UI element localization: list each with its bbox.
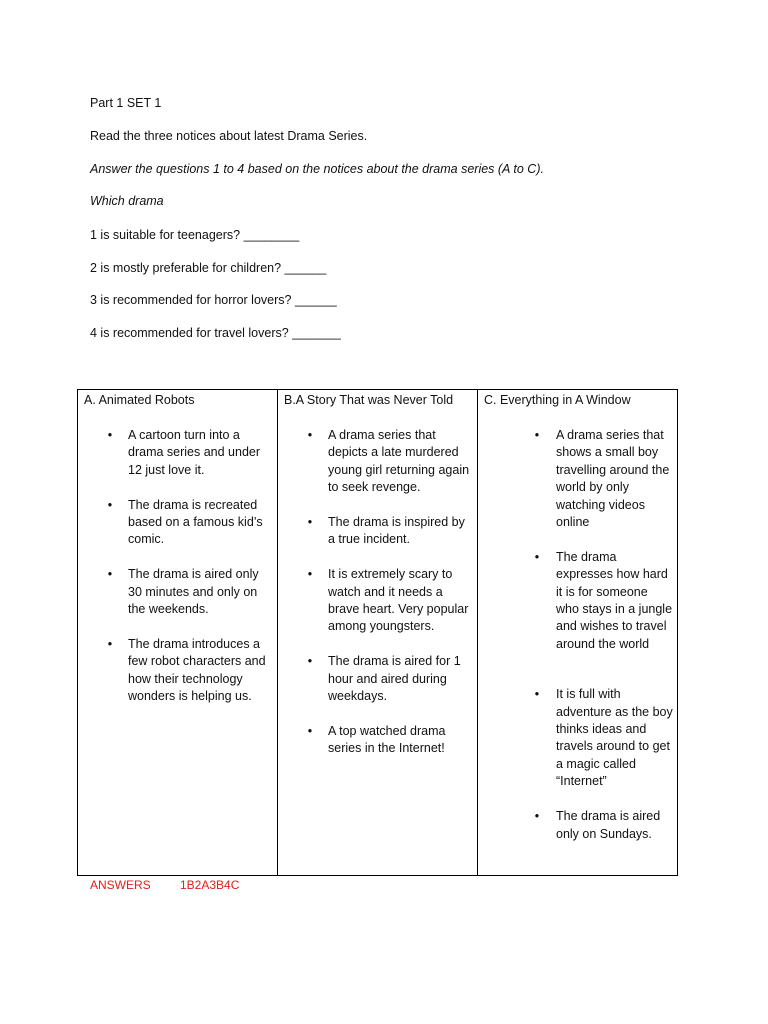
bullet-icon: • [534,809,540,824]
bullet-icon: • [107,636,113,651]
question-4: 4 is recommended for travel lovers? _______ [90,326,341,340]
list-item: • The drama is aired only on Sundays. [478,808,677,843]
notice-a-list [78,427,277,723]
answers-value: 1B2A3B4C [180,878,240,892]
list-item: • A top watched drama series in the Internet! [278,723,477,758]
notice-c [478,390,677,875]
notices-table [77,389,678,876]
bullet-icon: • [307,567,313,582]
bullet-icon: • [534,428,540,442]
question-2: 2 is mostly preferable for children? ______ [90,261,327,275]
notice-b [278,390,478,875]
notice-b-list [278,427,477,775]
list-item: • It is full with adventure as the boy thinks ideas and travels around to get a magic called “Internet” [478,686,677,790]
question-1: 1 is suitable for teenagers? ________ [90,228,300,242]
list-item: • The drama introduces a few robot characters and how their technology wonders is helping us. [78,636,277,706]
question-3: 3 is recommended for horror lovers? ______ [90,293,337,307]
list-item: • The drama expresses how hard it is for someone who stays in a jungle and wishes to travel around the world [478,549,677,653]
notice-a-heading: A. Animated Robots [84,393,195,407]
instruction-text: Read the three notices about latest Drama Series. [90,129,368,143]
notice-c-list [478,427,677,860]
list-item: • A cartoon turn into a drama series and under 12 just love it. [78,427,277,479]
list-item: • The drama is recreated based on a famous kid’s comic. [78,497,277,549]
notice-b-heading: B.A Story That was Never Told [284,393,454,407]
bullet-icon: • [307,428,313,442]
bullet-icon: • [307,723,313,738]
bullet-icon: • [107,428,113,442]
bullet-icon: • [534,549,540,564]
list-item: • A drama series that depicts a late murdered young girl returning again to seek revenge. [278,427,477,497]
notice-a [78,390,278,875]
list-item: • It is extremely scary to watch and it needs a brave heart. Very popular among youngsters. [278,566,477,636]
notice-c-heading: C. Everything in A Window [484,393,631,407]
prompt-text: Which drama [90,194,164,208]
bullet-icon: • [534,687,540,702]
bullet-icon: • [107,497,113,512]
list-item: • The drama is aired only 30 minutes and only on the weekends. [78,566,277,618]
part-label: Part 1 SET 1 [90,96,162,110]
answers-label: ANSWERS [90,878,151,892]
list-item: • The drama is inspired by a true incident. [278,514,477,549]
bullet-icon: • [307,654,313,669]
answers-line [90,877,240,893]
list-item: • The drama is aired for 1 hour and aired during weekdays. [278,653,477,705]
bullet-icon: • [107,567,113,582]
list-item: • A drama series that shows a small boy travelling around the world by only watching videos online [478,427,677,531]
task-text: Answer the questions 1 to 4 based on the notices about the drama series (A to C). [90,162,544,176]
bullet-icon: • [307,515,313,530]
